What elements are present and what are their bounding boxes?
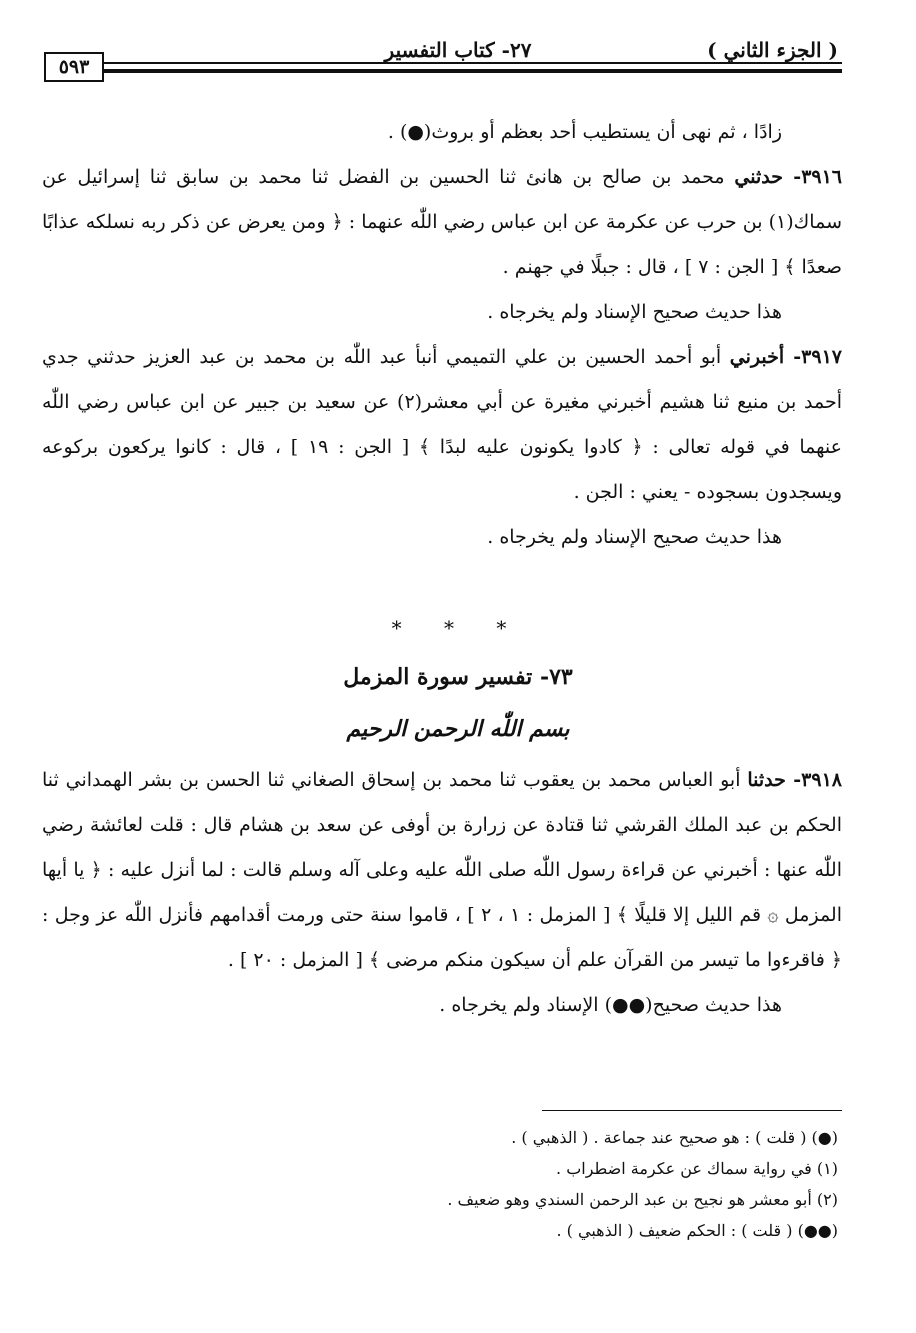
header-rule-thin bbox=[104, 62, 842, 64]
hadith-number: ٣٩١٧- أخبرني bbox=[729, 346, 842, 368]
hadith-number: ٣٩١٦- حدثني bbox=[734, 166, 843, 188]
hadith-3917 bbox=[42, 335, 842, 515]
header-chapter-title: ٢٧- كتاب التفسير bbox=[384, 38, 532, 62]
header-part-label: ( الجزء الثاني ) bbox=[707, 38, 838, 62]
sura-title: ٧٣- تفسير سورة المزمل bbox=[343, 664, 573, 690]
paragraph-text: هذا حديث صحيح الإسناد ولم يخرجاه . bbox=[487, 301, 782, 323]
page-number-box: ٥٩٣ bbox=[44, 52, 104, 82]
paragraph-text: هذا حديث صحيح الإسناد ولم يخرجاه . bbox=[487, 526, 782, 548]
grading-statement bbox=[42, 290, 842, 335]
paragraph-text: محمد بن صالح بن هانئ ثنا الحسين بن الفضل ثنا محمد بن سابق ثنا إسرائيل عن سماك(١) بن حرب عن عكرمة عن ابن عباس رضي اللّٰه عنهما : ﴿ ومن يعرض عن ذكر ربه نسلكه عذابًا صعدًا ﴾ [ الجن : ٧ ] ، قال : جبلًا في جهنم . bbox=[42, 166, 842, 278]
footnote: (●●) ( قلت ) : الحكم ضعيف ( الذهبي ) . bbox=[556, 1221, 838, 1240]
hadith-number: ٣٩١٨- حدثنا bbox=[747, 769, 842, 791]
section-separator: * * * bbox=[391, 616, 525, 640]
footnote: (●) ( قلت ) : هو صحيح عند جماعة . ( الذهبي ) . bbox=[511, 1128, 838, 1147]
main-text-top bbox=[42, 110, 842, 560]
hadith-3918 bbox=[42, 758, 842, 983]
main-text-bottom bbox=[42, 758, 842, 1028]
footnote-rule bbox=[542, 1110, 842, 1111]
basmala: بسم اللّٰه الرحمن الرحيم bbox=[346, 716, 570, 742]
paragraph-text: هذا حديث صحيح(●●) الإسناد ولم يخرجاه . bbox=[439, 994, 782, 1016]
paragraph-text: زادًا ، ثم نهى أن يستطيب أحد بعظم أو بروث(●) . bbox=[387, 121, 782, 143]
grading-statement bbox=[42, 515, 842, 560]
paragraph-continuation bbox=[42, 110, 842, 155]
grading-statement bbox=[42, 983, 842, 1028]
footnote: (٢) أبو معشر هو نجيح بن عبد الرحمن السندي وهو ضعيف . bbox=[447, 1190, 838, 1209]
footnotes bbox=[60, 1122, 838, 1246]
footnote: (١) في رواية سماك عن عكرمة اضطراب . bbox=[556, 1159, 838, 1178]
hadith-3916 bbox=[42, 155, 842, 290]
paragraph-text: أبو العباس محمد بن يعقوب ثنا محمد بن إسحاق الصغاني ثنا الحسن بن بشر الهمداني ثنا الحكم بن عبد الملك القرشي ثنا قتادة عن زرارة بن أوفى عن سعد بن هشام قال : قلت لعائشة رضي اللّٰه عنها : أخبرني عن قراءة رسول اللّٰه صلى اللّٰه عليه وعلى آله وسلم قالت : لما أنزل عليه : ﴿ يا أيها المزمل ۞ قم الليل إلا قليلًا ﴾ [ المزمل : ١ ، ٢ ] ، قاموا سنة حتى ورمت أقدامهم فأنزل اللّٰه عز وجل : ﴿ فاقرءوا ما تيسر من القرآن علم أن سيكون منكم مرضى ﴾ [ المزمل : ٢٠ ] . bbox=[42, 769, 843, 971]
paragraph-text: أبو أحمد الحسين بن علي التميمي أنبأ عبد اللّٰه بن محمد بن عبد العزيز حدثني جدي أحمد بن منيع ثنا هشيم أخبرني مغيرة عن أبي معشر(٢) عن سعيد بن جبير عن ابن عباس رضي اللّٰه عنهما في قوله تعالى : ﴿ كادوا يكونون عليه لبدًا ﴾ [ الجن : ١٩ ] ، قال : كانوا يركعون بركوعه ويسجدون بسجوده - يعني : الجن . bbox=[42, 346, 842, 503]
header-rule-thick bbox=[104, 69, 842, 73]
